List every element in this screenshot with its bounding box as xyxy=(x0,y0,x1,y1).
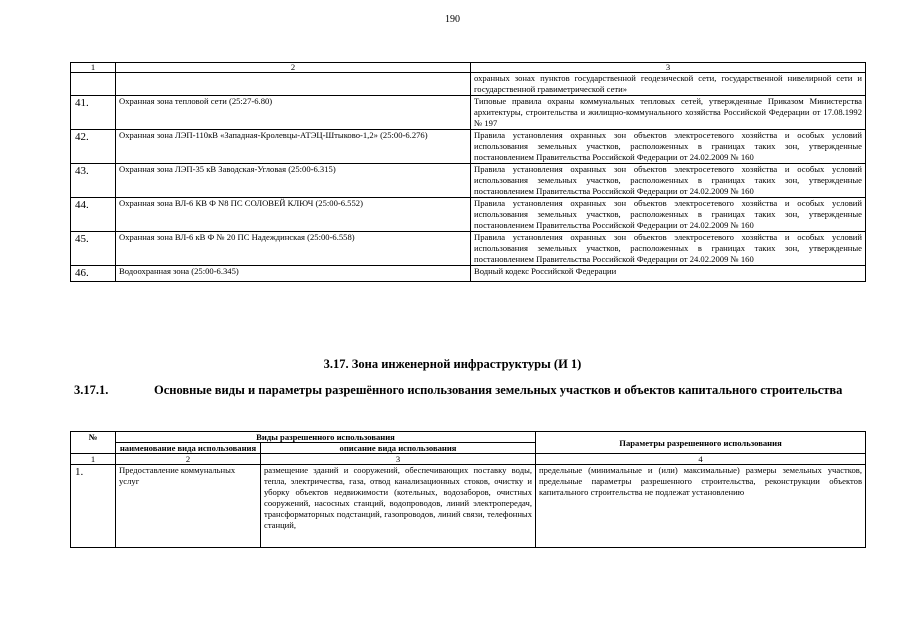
subsection-title: Основные виды и параметры разрешённого использования земельных участков и объектов капитального строительства xyxy=(154,383,843,397)
zone-name: Охранная зона ВЛ-6 КВ Ф N8 ПС СОЛОВЕЙ КЛЮЧ (25:00-6.552) xyxy=(116,198,471,232)
use-description-cell xyxy=(261,465,536,548)
col-number: 1 xyxy=(71,454,116,465)
col-header-2: 2 xyxy=(116,63,471,73)
col-number: 2 xyxy=(116,454,261,465)
page-number: 190 xyxy=(445,14,460,25)
row-number: 44. xyxy=(71,198,116,232)
zone-name: Охранная зона тепловой сети (25:27-6.80) xyxy=(116,96,471,130)
zone-name: Охранная зона ЛЭП-110кВ «Западная-Кролевцы-АТЭЦ-Штыково-1,2» (25:00-6.276) xyxy=(116,130,471,164)
header-use-name: наименование вида использования xyxy=(116,443,261,454)
header-number: № xyxy=(71,432,116,454)
header-use-types: Виды разрешенного использования xyxy=(116,432,536,443)
regulation-document: Водный кодекс Российской Федерации xyxy=(471,266,866,282)
col-number: 4 xyxy=(536,454,866,465)
use-name: Предоставление коммунальных услуг xyxy=(116,465,261,548)
header-row xyxy=(71,432,866,443)
table-row xyxy=(71,96,866,130)
regulation-document: Правила установления охранных зон объектов электросетевого хозяйства и особых условий использования земельных участков, расположенных в границах таких зон, утвержденные постановлением Правительства Российской Федерации от 24.02.2009 № 160 xyxy=(471,232,866,266)
regulation-document: Правила установления охранных зон объектов электросетевого хозяйства и особых условий использования земельных участков, расположенных в границах таких зон, утвержденные постановлением Правительства Российской Федерации от 24.02.2009 № 160 xyxy=(471,198,866,232)
table-row xyxy=(71,266,866,282)
zone-name: Водоохранная зона (25:00-6.345) xyxy=(116,266,471,282)
table-row xyxy=(71,73,866,96)
subsection-number: 3.17.1. xyxy=(74,383,109,397)
row-number: 46. xyxy=(71,266,116,282)
section-title: 3.17. Зона инженерной инфраструктуры (И 1) xyxy=(323,357,582,371)
table-row xyxy=(71,232,866,266)
table-row xyxy=(71,198,866,232)
table-row xyxy=(71,164,866,198)
row-number: 42. xyxy=(71,130,116,164)
regulation-document: Правила установления охранных зон объектов электросетевого хозяйства и особых условий использования земельных участков, расположенных в границах таких зон, утвержденные постановлением Правительства Российской Федерации от 24.02.2009 № 160 xyxy=(471,130,866,164)
regulation-document: Правила установления охранных зон объектов электросетевого хозяйства и особых условий использования земельных участков, расположенных в границах таких зон, утвержденные постановлением Правительства Российской Федерации от 24.02.2009 № 160 xyxy=(471,164,866,198)
header-use-description: описание вида использования xyxy=(261,443,536,454)
regulation-document: Типовые правила охраны коммунальных тепловых сетей, утвержденные Приказом Министерства архитектуры, строительства и жилищно-коммунального хозяйства Российской Федерации от 17.08.1992 № 197 xyxy=(471,96,866,130)
col-number: 3 xyxy=(261,454,536,465)
subsection-heading xyxy=(74,382,864,398)
col-header-3: 3 xyxy=(471,63,866,73)
zone-name: Охранная зона ВЛ-6 кВ Ф № 20 ПС Надеждинская (25:00-6.558) xyxy=(116,232,471,266)
row-number: 43. xyxy=(71,164,116,198)
header-parameters: Параметры разрешенного использования xyxy=(536,432,866,454)
row-number: 41. xyxy=(71,96,116,130)
zone-name: Охранная зона ЛЭП-35 кВ Заводская-Угловая (25:00-6.315) xyxy=(116,164,471,198)
column-number-row xyxy=(71,63,866,73)
permitted-use-table xyxy=(70,431,866,548)
col-header-1: 1 xyxy=(71,63,116,73)
use-parameters: предельные (минимальные и (или) максимальные) размеры земельных участков, предельные параметры разрешенного строительства, реконструкции объектов капитального строительства не подлежат установлению xyxy=(536,465,866,548)
continuation-text: охранных зонах пунктов государственной геодезической сети, государственной нивелирной сети и государственной гравиметрической сети» xyxy=(471,73,866,96)
row-number: 45. xyxy=(71,232,116,266)
table-row xyxy=(71,465,866,548)
column-number-row xyxy=(71,454,866,465)
table-row xyxy=(71,130,866,164)
use-description: размещение зданий и сооружений, обеспечивающих поставку воды, тепла, электричества, газа, отвод канализационных стоков, очистку и уборку объектов недвижимости (котельных, водозаборов, очистных сооружений, насосных станций, водопроводов, линий электропередач, трансформаторных подстанций, газопроводов, линий связи, телефонных станций, xyxy=(264,465,533,530)
protection-zones-table xyxy=(70,62,866,282)
row-number: 1. xyxy=(71,465,116,548)
